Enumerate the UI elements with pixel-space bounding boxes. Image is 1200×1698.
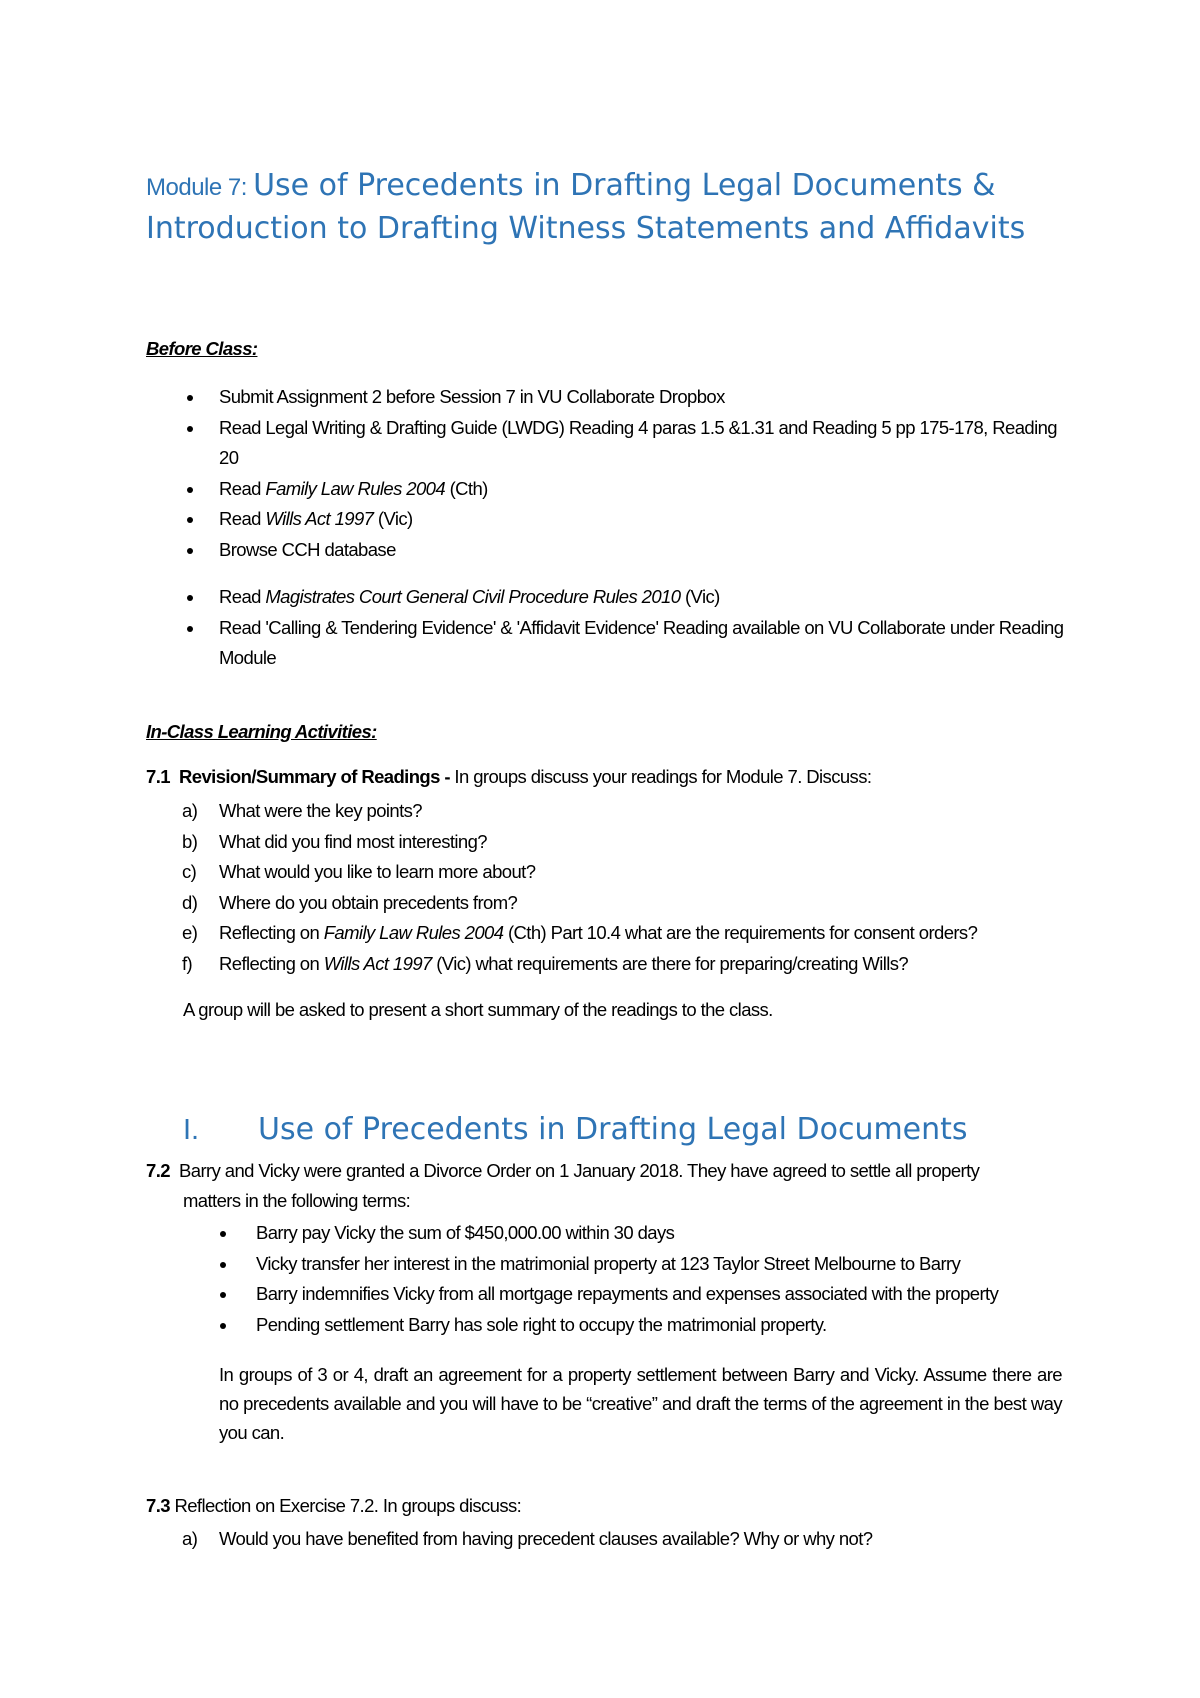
bullet-icon xyxy=(220,1292,226,1298)
item-number: 7.3 xyxy=(146,1495,170,1516)
list-item: Submit Assignment 2 before Session 7 in VU Collaborate Dropbox xyxy=(0,382,1070,413)
list-item: a) Would you have benefited from having precedent clauses available? Why or why not? xyxy=(182,1528,873,1549)
list-item: c) What would you like to learn more about? xyxy=(182,861,536,882)
list-item: Pending settlement Barry has sole right to occupy the matrimonial property. xyxy=(0,1310,1070,1341)
list-item: Read Family Law Rules 2004 (Cth) xyxy=(0,474,1070,505)
group-note: A group will be asked to present a short summary of the readings to the class. xyxy=(183,999,773,1020)
bullet-icon xyxy=(187,395,193,401)
bullet-icon xyxy=(187,426,193,432)
list-item: a) What were the key points? xyxy=(182,800,422,821)
bullet-icon xyxy=(187,548,193,554)
bullet-icon xyxy=(187,595,193,601)
section-one-title: Use of Precedents in Drafting Legal Documents xyxy=(258,1112,968,1147)
module-title-text: Use of Precedents in Drafting Legal Documents & Introduction to Drafting Witness Statements and Affidavits xyxy=(146,168,1026,246)
bullet-icon xyxy=(220,1231,226,1237)
list-item: Barry pay Vicky the sum of $450,000.00 within 30 days xyxy=(0,1218,1070,1249)
before-class-list xyxy=(0,382,1070,565)
list-item: Browse CCH database xyxy=(0,535,1070,566)
bullet-icon xyxy=(187,517,193,523)
item-7-1 xyxy=(146,766,871,788)
item-7-3: 7.3 Reflection on Exercise 7.2. In groups discuss: xyxy=(146,1495,522,1516)
list-item: Read 'Calling & Tendering Evidence' & 'Affidavit Evidence' Reading available on VU Collaborate under Reading Module xyxy=(0,613,1069,674)
bullet-icon xyxy=(220,1262,226,1268)
module-title xyxy=(146,165,1086,249)
section-one-heading xyxy=(183,1112,968,1147)
list-item: b) What did you find most interesting? xyxy=(182,830,487,852)
settlement-terms xyxy=(0,1218,1070,1340)
item-number: 7.2 xyxy=(146,1160,170,1181)
list-item: Read Magistrates Court General Civil Procedure Rules 2010 (Vic) xyxy=(0,582,1070,613)
item-heading: Revision/Summary of Readings - xyxy=(179,766,450,787)
list-item: Barry indemnifies Vicky from all mortgage repayments and expenses associated with the property xyxy=(0,1279,1070,1310)
list-item: Read Wills Act 1997 (Vic) xyxy=(0,504,1070,535)
bullet-icon xyxy=(187,487,193,493)
before-class-label: Before Class: xyxy=(146,338,258,359)
item-7-2-line-2: matters in the following terms: xyxy=(183,1190,411,1211)
bullet-icon xyxy=(220,1323,226,1329)
list-item: e) Reflecting on Family Law Rules 2004 (Cth) Part 10.4 what are the requirements for consent orders? xyxy=(182,922,978,943)
list-item: d) Where do you obtain precedents from? xyxy=(182,891,518,913)
discussion-questions xyxy=(182,796,978,979)
bullet-icon xyxy=(187,626,193,632)
list-item: Read Legal Writing & Drafting Guide (LWDG) Reading 4 paras 1.5 &1.31 and Reading 5 pp 175-178, Reading 20 xyxy=(0,413,1069,474)
item-text: In groups discuss your readings for Module 7. Discuss: xyxy=(449,766,872,787)
list-item: Vicky transfer her interest in the matrimonial property at 123 Taylor Street Melbourne to Barry xyxy=(0,1249,1070,1280)
reflection-questions xyxy=(182,1524,873,1555)
in-class-label: In-Class Learning Activities: xyxy=(146,721,377,742)
module-title-prefix: Module 7: xyxy=(146,174,254,201)
item-7-2-line-1: 7.2 Barry and Vicky were granted a Divorce Order on 1 January 2018. They have agreed to settle all property xyxy=(146,1160,980,1181)
drafting-instruction: In groups of 3 or 4, draft an agreement for a property settlement between Barry and Vicky. Assume there are no precedents available and you will have to be “creative” and draft the terms of the agreement in the best way you can. xyxy=(219,1364,1062,1443)
before-class-list-second xyxy=(0,582,1070,674)
section-one-roman: I. xyxy=(183,1114,200,1146)
list-item: f) Reflecting on Wills Act 1997 (Vic) what requirements are there for preparing/creating Wills? xyxy=(182,952,909,974)
item-number: 7.1 xyxy=(146,766,170,787)
